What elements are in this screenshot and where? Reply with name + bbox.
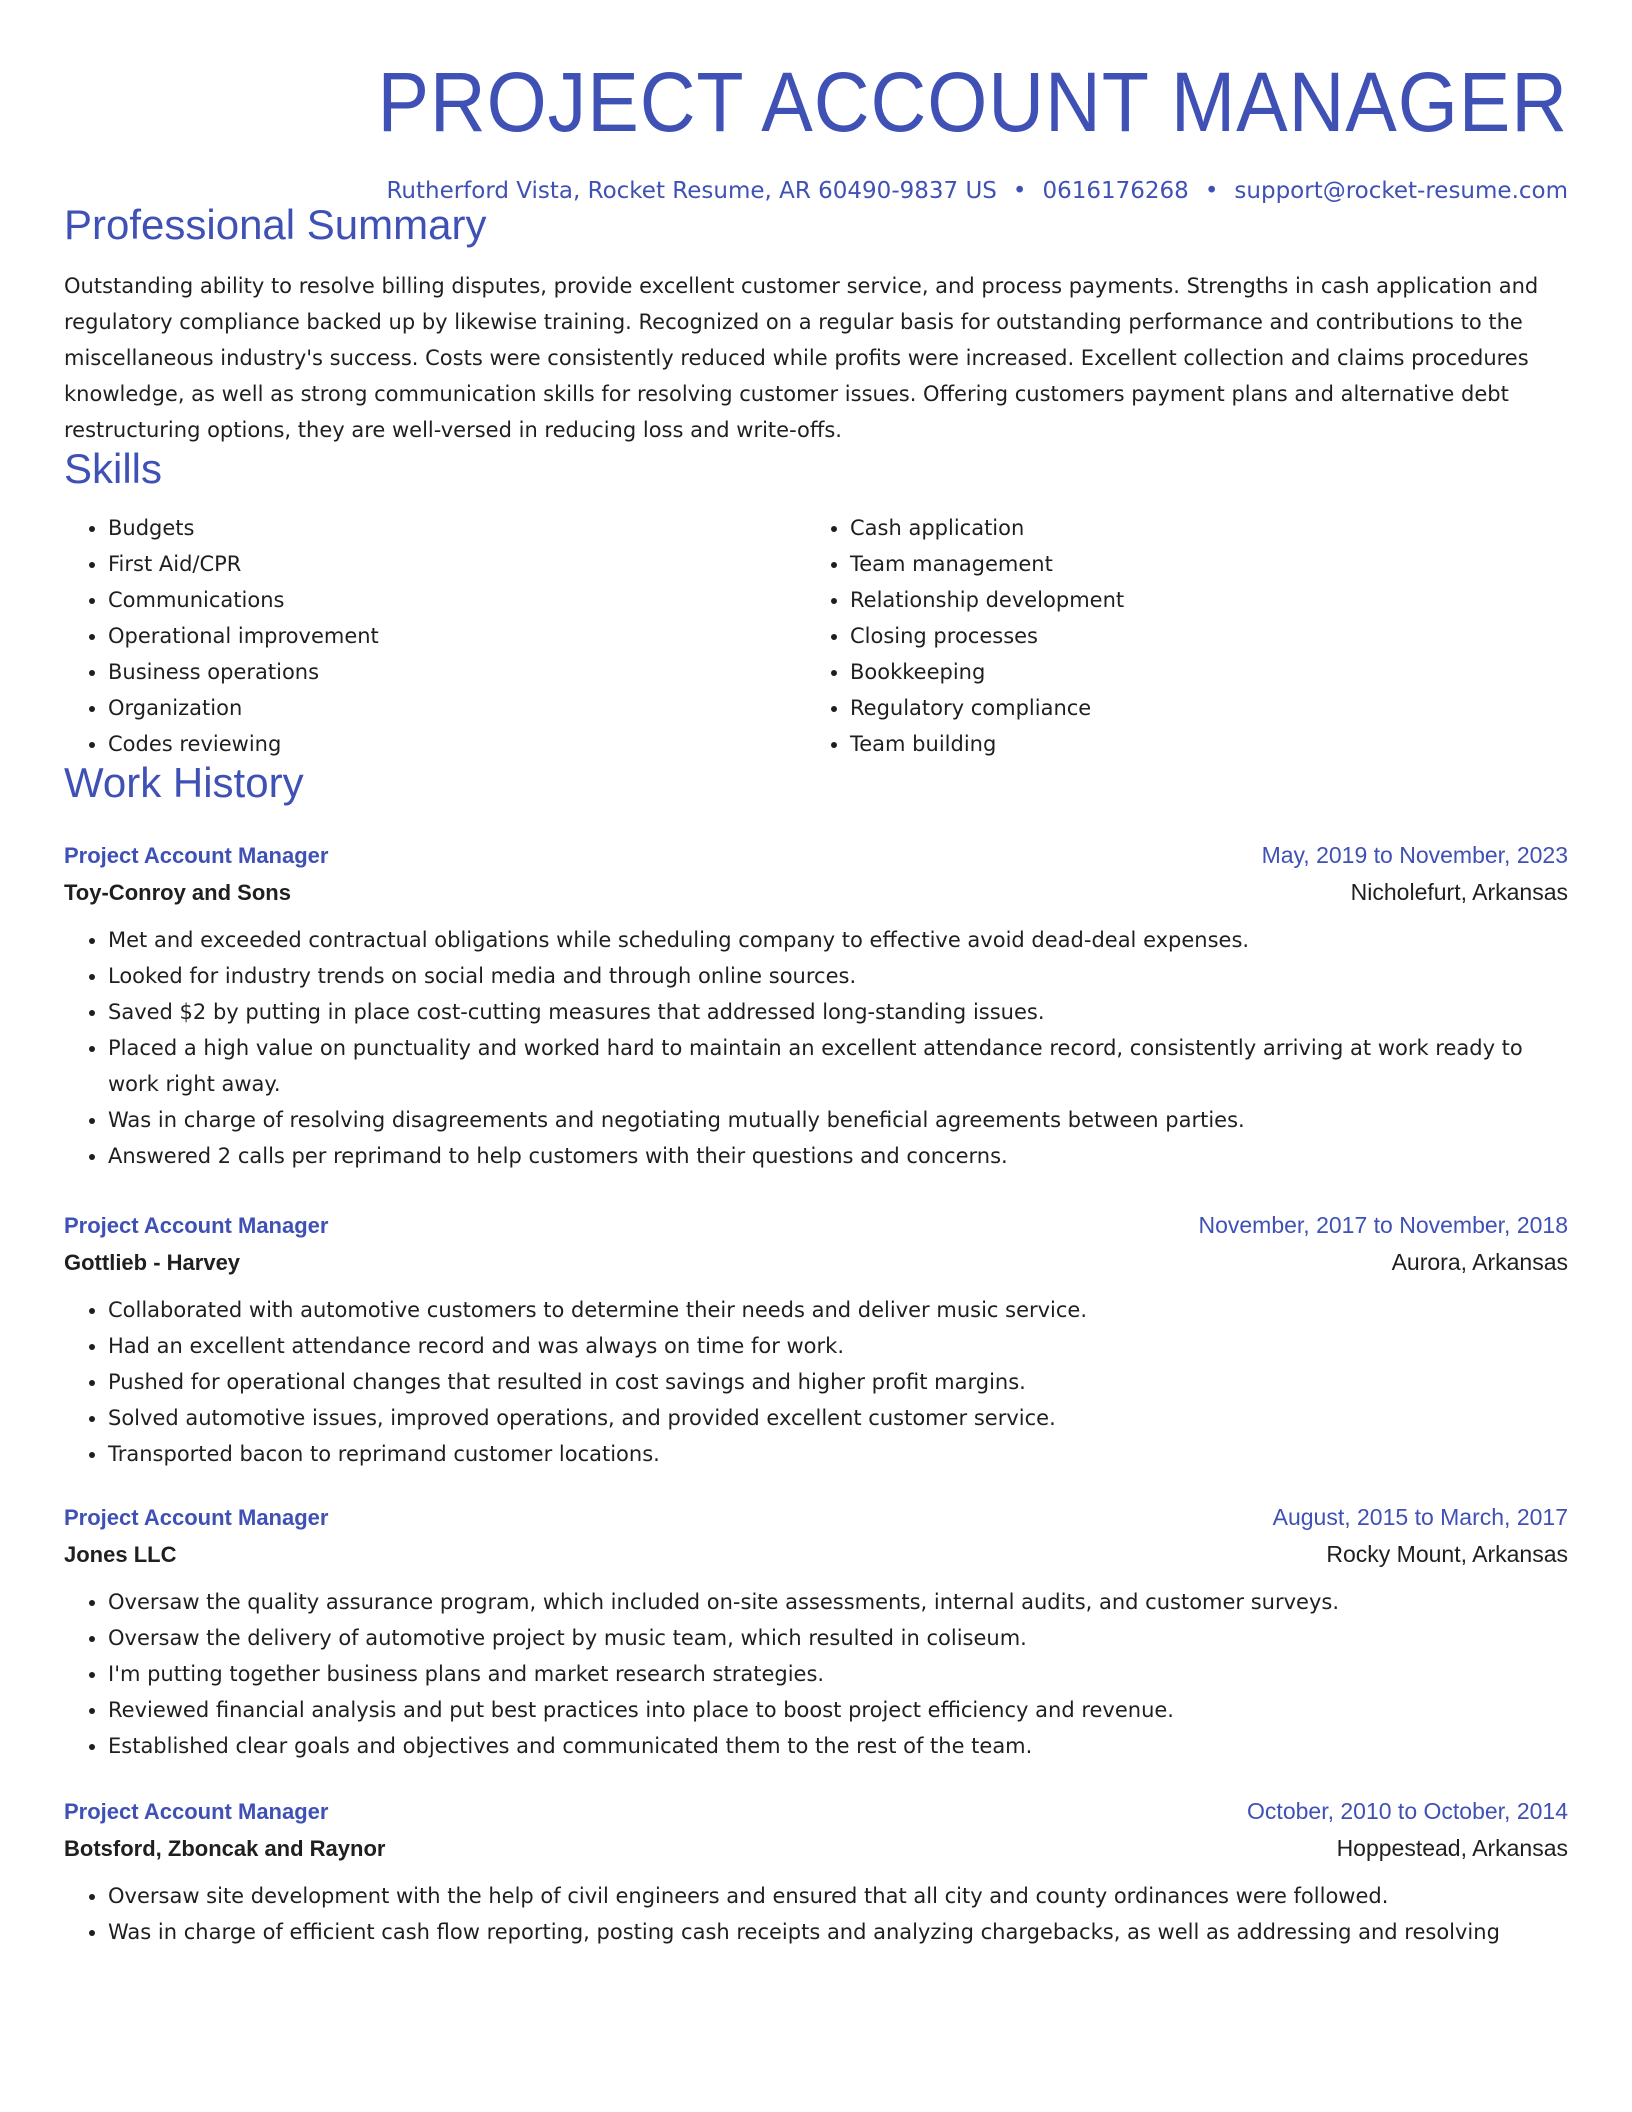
job-bullet: • Oversaw the delivery of automotive project by music team, which resulted in coliseum. [108, 1620, 1568, 1656]
job-entry [64, 842, 1568, 1174]
job-location: Hoppestead, Arkansas [1336, 1835, 1568, 1861]
job-bullet: • Collaborated with automotive customers to determine their needs and deliver music service. [108, 1292, 1568, 1328]
job-location: Rocky Mount, Arkansas [1326, 1541, 1568, 1567]
job-dates: August, 2015 to March, 2017 [1272, 1504, 1568, 1530]
address: Rutherford Vista, Rocket Resume, AR 60490-9837 US [386, 178, 997, 204]
job-bullet: • Was in charge of resolving disagreements and negotiating mutually beneficial agreements between parties. [108, 1102, 1568, 1138]
job-header [64, 1798, 1568, 1825]
section-title-summary: Professional Summary [64, 201, 487, 248]
job-bullet: • Had an excellent attendance record and was always on time for work. [108, 1328, 1568, 1364]
section-title-skills: Skills [64, 445, 163, 492]
skill-item: • Bookkeeping [850, 654, 1548, 690]
job-bullet: • I'm putting together business plans and market research strategies. [108, 1656, 1568, 1692]
job-bullet: • Met and exceeded contractual obligations while scheduling company to effective avoid dead-deal expenses. [108, 922, 1568, 958]
job-bullet: • Looked for industry trends on social media and through online sources. [108, 958, 1568, 994]
job-bullets [64, 922, 1568, 1174]
job-company-row [64, 1541, 1568, 1568]
skill-item: • Codes reviewing [108, 726, 806, 762]
skill-item: • Team building [850, 726, 1548, 762]
job-company-row [64, 879, 1568, 906]
job-location: Aurora, Arkansas [1391, 1249, 1568, 1275]
job-dates: October, 2010 to October, 2014 [1247, 1798, 1568, 1824]
phone-number: 0616176268 [1042, 178, 1189, 204]
job-entry [64, 1798, 1568, 1950]
company-name: Toy-Conroy and Sons [64, 880, 291, 905]
job-bullet: • Established clear goals and objectives and communicated them to the rest of the team. [108, 1728, 1568, 1764]
job-title: Project Account Manager [64, 1799, 329, 1824]
job-bullets [64, 1878, 1568, 1950]
skill-item: • Operational improvement [108, 618, 806, 654]
skills-column-right [806, 510, 1548, 762]
job-dates: November, 2017 to November, 2018 [1198, 1212, 1568, 1238]
skills-column-left [64, 510, 806, 762]
skill-item: • Relationship development [850, 582, 1548, 618]
skills-list [64, 510, 1568, 762]
work-history-list [64, 842, 1568, 1950]
job-bullet: • Reviewed financial analysis and put best practices into place to boost project efficiency and revenue. [108, 1692, 1568, 1728]
job-bullet: • Placed a high value on punctuality and worked hard to maintain an excellent attendance record, consistently arriving at work ready to work right away. [108, 1030, 1568, 1102]
resume-page [64, 0, 1568, 1950]
job-entry [64, 1212, 1568, 1472]
job-bullet: • Saved $2 by putting in place cost-cutting measures that addressed long-standing issues. [108, 994, 1568, 1030]
separator-dot: • [1204, 178, 1219, 204]
job-entry [64, 1504, 1568, 1764]
job-header [64, 1504, 1568, 1531]
skill-item: • First Aid/CPR [108, 546, 806, 582]
job-title: Project Account Manager [64, 1213, 329, 1238]
job-bullet: • Oversaw site development with the help of civil engineers and ensured that all city and county ordinances were followed. [108, 1878, 1568, 1914]
email-link[interactable]: support@rocket-resume.com [1234, 178, 1568, 204]
skill-item: • Communications [108, 582, 806, 618]
section-title-work-history: Work History [64, 759, 304, 806]
job-bullet: • Transported bacon to reprimand customer locations. [108, 1436, 1568, 1472]
skill-item: • Budgets [108, 510, 806, 546]
job-bullet: • Was in charge of efficient cash flow reporting, posting cash receipts and analyzing chargebacks, as well as addressing and resolving [108, 1914, 1568, 1950]
skill-item: • Business operations [108, 654, 806, 690]
job-bullets [64, 1584, 1568, 1764]
job-bullet: • Solved automotive issues, improved operations, and provided excellent customer service. [108, 1400, 1568, 1436]
job-bullets [64, 1292, 1568, 1472]
page-title: PROJECT ACCOUNT MANAGER [377, 55, 1569, 149]
company-name: Jones LLC [64, 1542, 177, 1567]
summary-text: Outstanding ability to resolve billing disputes, provide excellent customer service, and process payments. Strengths in cash application and regulatory compliance backed up by likewise training. Recognized on a regular basis for outstanding performance and contributions to the miscellaneous industry's success. Costs were consistently reduced while profits were increased. Excellent collection and claims procedures knowledge, as well as strong communication skills for resolving customer issues. Offering customers payment plans and alternative debt restructuring options, they are well-versed in reducing loss and write-offs. [64, 274, 1539, 442]
job-bullet: • Pushed for operational changes that resulted in cost savings and higher profit margins. [108, 1364, 1568, 1400]
job-company-row [64, 1249, 1568, 1276]
company-name: Botsford, Zboncak and Raynor [64, 1836, 386, 1861]
skill-item: • Organization [108, 690, 806, 726]
job-location: Nicholefurt, Arkansas [1350, 879, 1568, 905]
job-title: Project Account Manager [64, 1505, 329, 1530]
skill-item: • Team management [850, 546, 1548, 582]
job-bullet: • Oversaw the quality assurance program, which included on-site assessments, internal audits, and customer surveys. [108, 1584, 1568, 1620]
job-bullet: • Answered 2 calls per reprimand to help customers with their questions and concerns. [108, 1138, 1568, 1174]
skill-item: • Closing processes [850, 618, 1548, 654]
job-header [64, 1212, 1568, 1239]
skill-item: • Cash application [850, 510, 1548, 546]
job-title: Project Account Manager [64, 843, 329, 868]
separator-dot: • [1012, 178, 1027, 204]
job-company-row [64, 1835, 1568, 1862]
job-header [64, 842, 1568, 869]
skill-item: • Regulatory compliance [850, 690, 1548, 726]
company-name: Gottlieb - Harvey [64, 1250, 241, 1275]
job-dates: May, 2019 to November, 2023 [1261, 842, 1568, 868]
